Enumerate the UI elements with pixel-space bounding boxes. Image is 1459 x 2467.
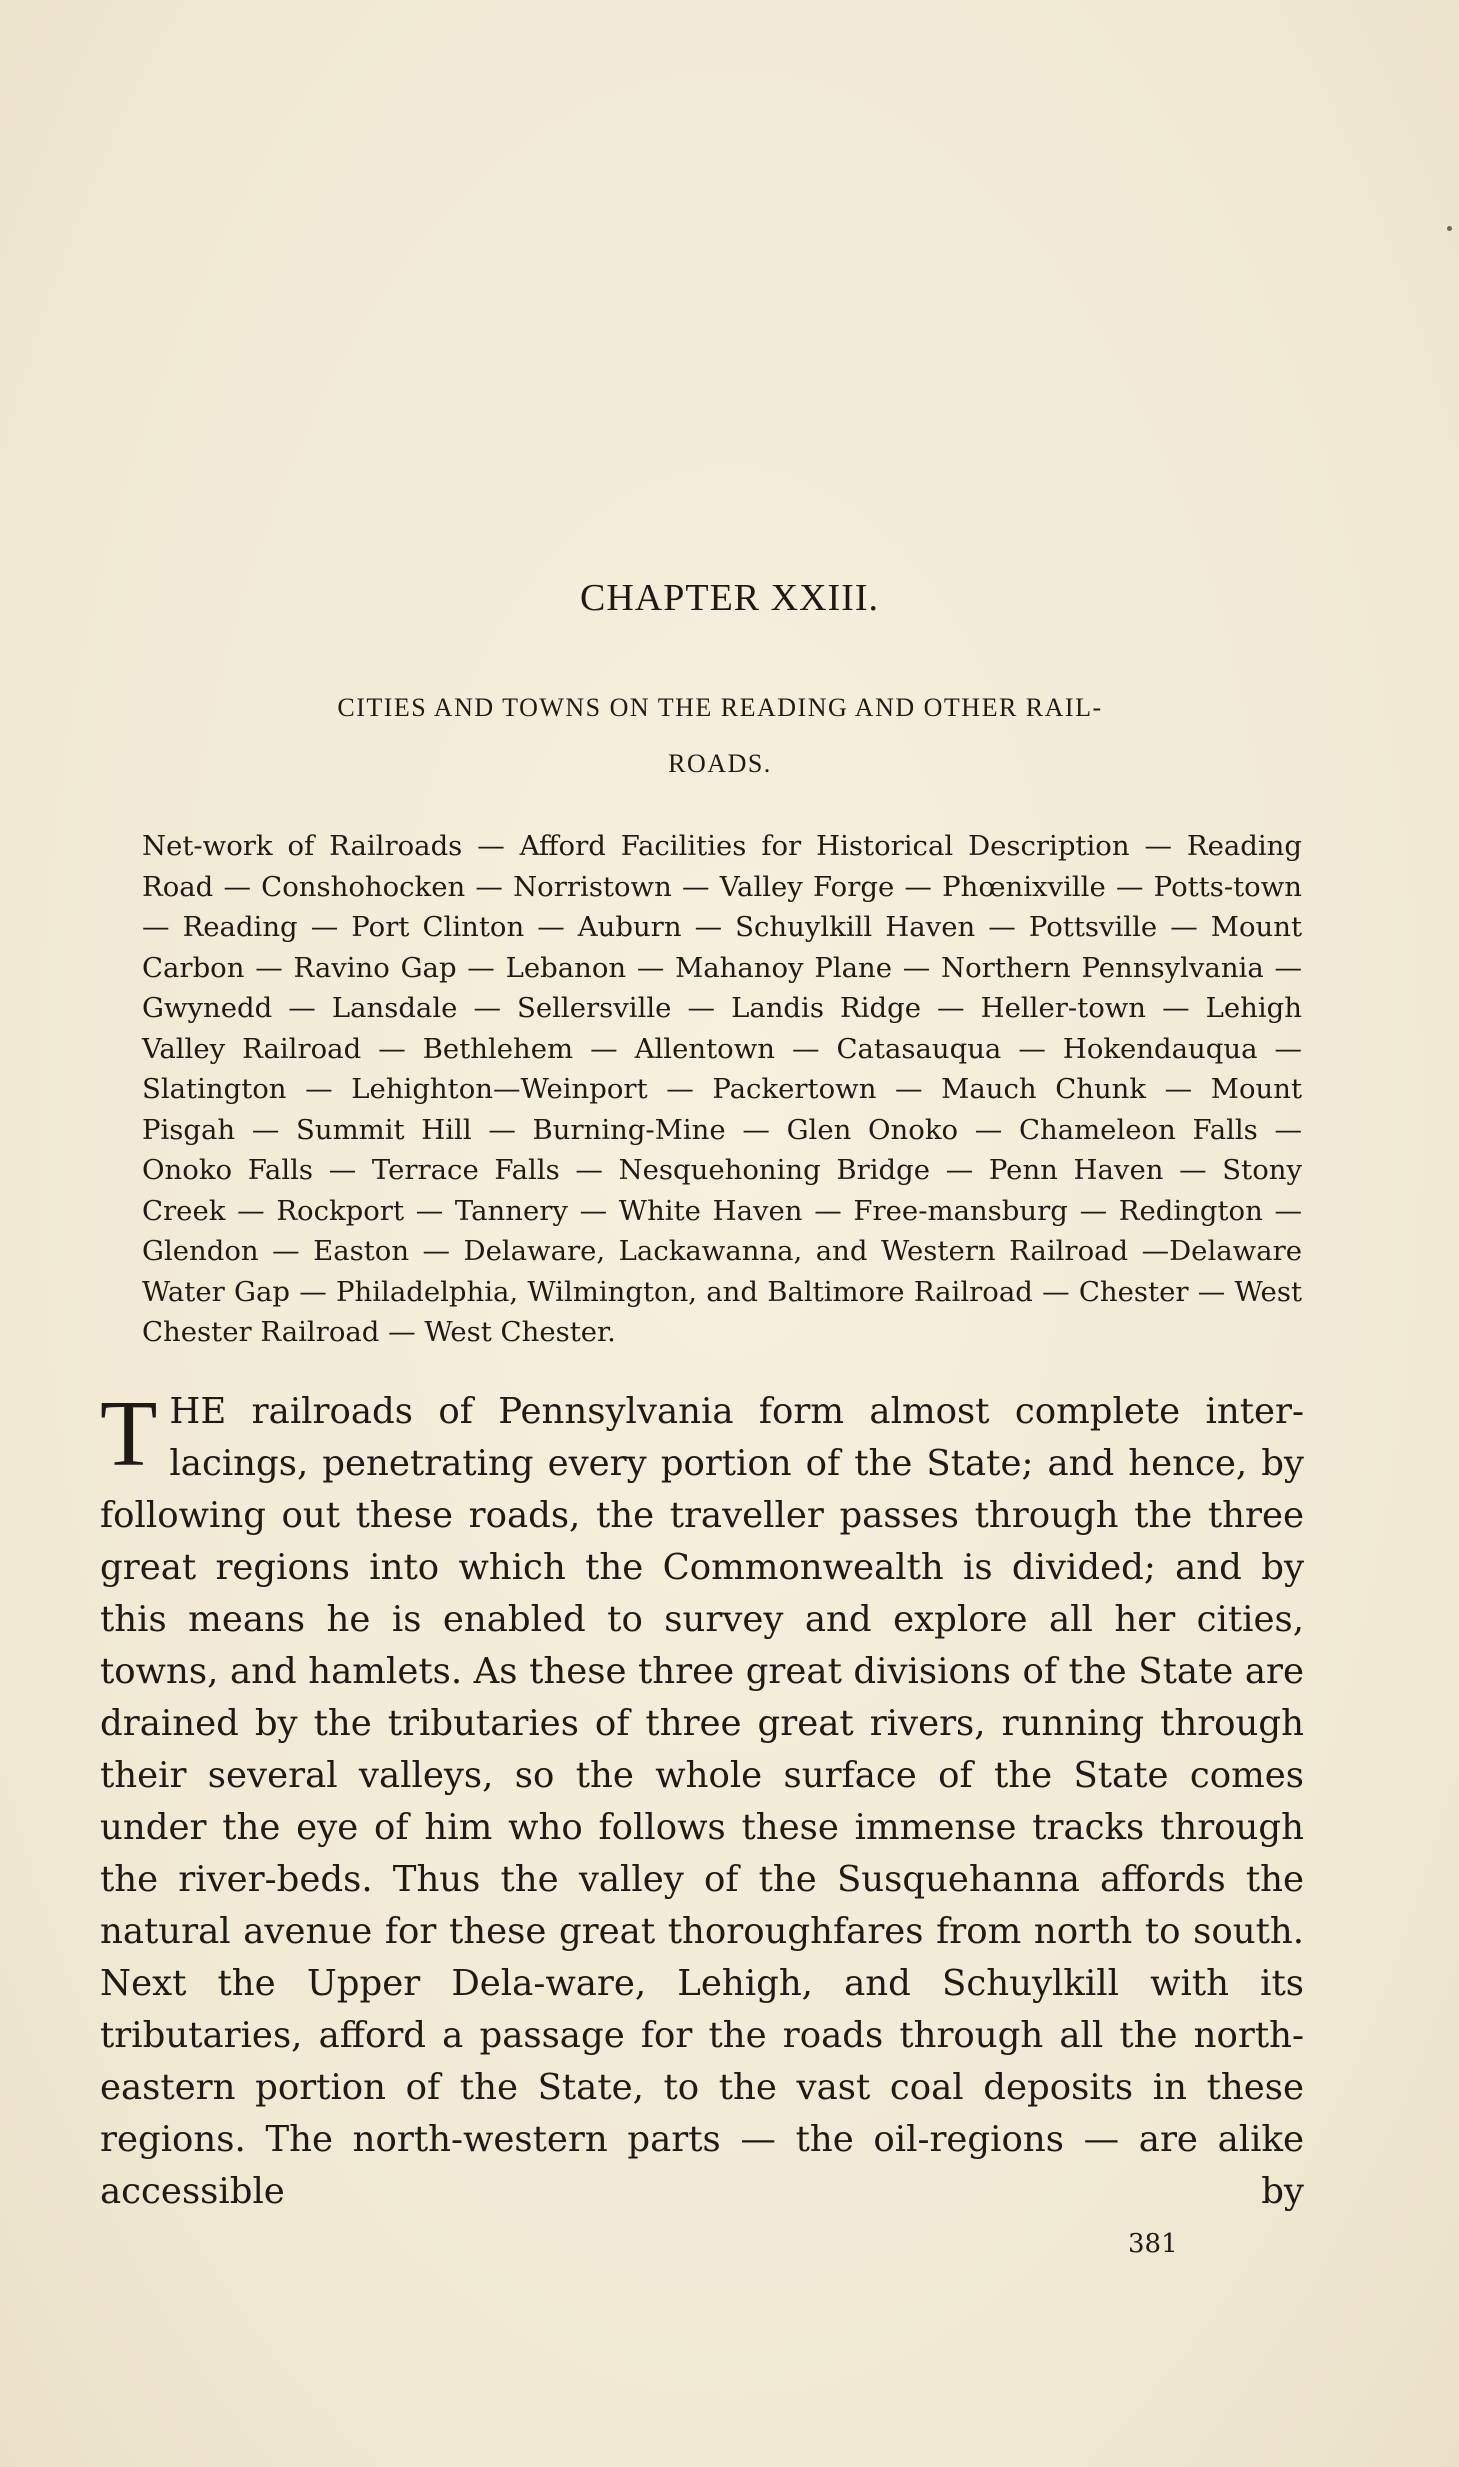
body-paragraph-text: HE railroads of Pennsylvania form almost complete inter-lacings, penetrating every portion of the State; and hence, by following out these roads, the traveller passes through the three great regions into which the Commonwealth is divided; and by this means he is enabled to survey and explore all her cities, towns, and hamlets. As these three great divisions of the State are drained by the tributaries of three great rivers, running through their several valleys, so the whole surface of the State comes under the eye of him who follows these immense tracks through the river-beds. Thus the valley of the Susquehanna affords the natural avenue for these great thoroughfares from north to south. Next the Upper Dela-ware, Lehigh, and Schuylkill with its tributaries, afford a passage for the roads through all the north-eastern portion of the State, to the vast coal deposits in these regions. The north-western parts — the oil-regions — are alike accessible by	[100, 1391, 1304, 2212]
chapter-heading: CHAPTER XXIII.	[580, 577, 879, 619]
chapter-summary: Net-work of Railroads — Afford Facilities for Historical Description — Reading Road — Conshohocken — Norristown — Valley Forge — Phœnixville — Potts-town — Reading — Port Clinton — Auburn — Schuylkill Haven — Pottsville — Mount Carbon — Ravino Gap — Lebanon — Mahanoy Plane — Northern Pennsylvania — Gwynedd — Lansdale — Sellersville — Landis Ridge — Heller-town — Lehigh Valley Railroad — Bethlehem — Allentown — Catasauqua — Hokendauqua — Slatington — Lehighton—Weinport — Packertown — Mauch Chunk — Mount Pisgah — Summit Hill — Burning-Mine — Glen Onoko — Chameleon Falls — Onoko Falls — Terrace Falls — Nesquehoning Bridge — Penn Haven — Stony Creek — Rockport — Tannery — White Haven — Free-mansburg — Redington — Glendon — Easton — Delaware, Lackawanna, and Western Railroad —Delaware Water Gap — Philadelphia, Wilmington, and Baltimore Railroad — Chester — West Chester Railroad — West Chester.	[142, 830, 1302, 1348]
page-number: 381	[1128, 2229, 1178, 2259]
paper-speck	[1447, 226, 1452, 231]
drop-cap: T	[100, 1382, 158, 1486]
subtitle-line-2: ROADS.	[668, 749, 772, 778]
body-paragraph	[100, 1382, 1304, 2218]
subtitle-line-1: CITIES AND TOWNS ON THE READING AND OTHER RAIL-	[337, 693, 1103, 722]
chapter-subtitle	[140, 680, 1300, 792]
